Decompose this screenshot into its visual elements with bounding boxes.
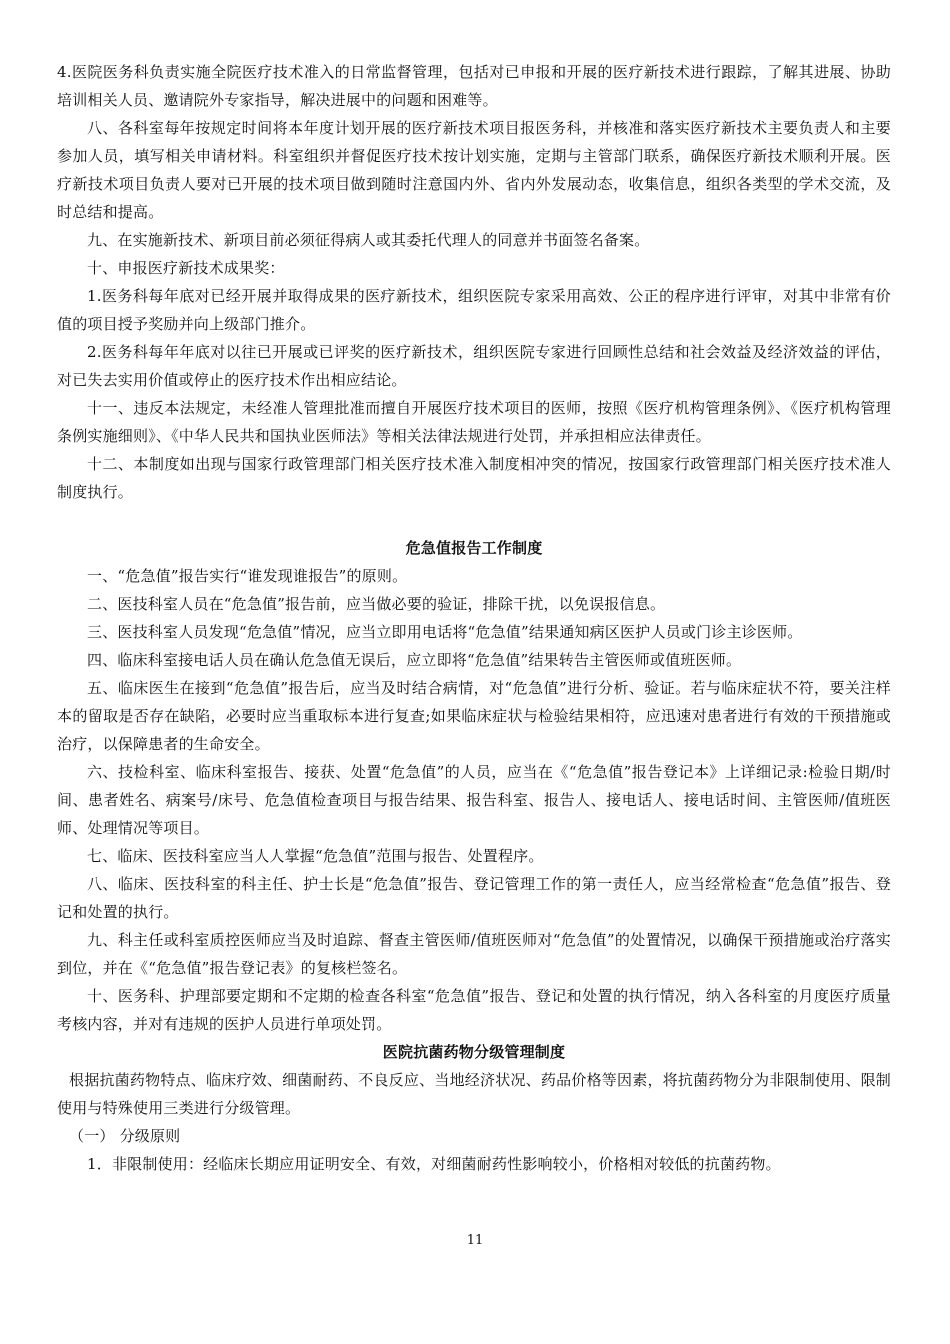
paragraph: 根据抗菌药物特点、临床疗效、细菌耐药、不良反应、当地经济状况、药品价格等因素，将抗菌药物分为非限制使用、限制使用与特殊使用三类进行分级管理。 [57,1071,891,1117]
list-item: 1．非限制使用：经临床长期应用证明安全、有效，对细菌耐药性影响较小，价格相对较低的抗菌药物。 [87,1155,781,1173]
list-item: 一、“危急值”报告实行“谁发现谁报告”的原则。 [87,567,408,585]
list-item: 三、医技科室人员发现“危急值”情况，应当立即用电话将“危急值”结果通知病区医护人员或门诊主诊医师。 [87,623,803,641]
list-item: 九、科主任或科室质控医师应当及时追踪、督查主管医师/值班医师对“危急值”的处置情况，以确保干预措施或治疗落实到位，并在《“危急值”报告登记表》的复核栏签名。 [57,931,891,977]
list-item: 四、临床科室接电话人员在确认危急值无误后，应立即将“危急值”结果转告主管医师或值班医师。 [87,651,742,669]
spacer [57,506,891,534]
document-page [57,58,891,1178]
paragraph: 1.医务科每年底对已经开展并取得成果的医疗新技术，组织医院专家采用高效、公正的程序进行评审，对其中非常有价值的项目授予奖励并向上级部门推介。 [57,287,891,333]
list-item: 五、临床医生在接到“危急值”报告后，应当及时结合病情，对“危急值”进行分析、验证。若与临床症状不符，要关注样本的留取是否存在缺陷，必要时应当重取标本进行复查;如果临床症状与检验结果相符，应迅速对患者进行有效的干预措施或治疗，以保障患者的生命安全。 [57,679,891,753]
list-item: 七、临床、医技科室应当人人掌握“危急值”范围与报告、处置程序。 [87,847,544,865]
paragraph: 九、在实施新技术、新项目前必须征得病人或其委托代理人的同意并书面签名备案。 [87,231,650,249]
paragraph: 八、各科室每年按规定时间将本年度计划开展的医疗新技术项目报医务科，并核准和落实医疗新技术主要负责人和主要参加人员，填写相关申请材料。科室组织并督促医疗技术按计划实施，定期与主管部门联系，确保医疗新技术顺利开展。医疗新技术项目负责人要对已开展的技术项目做到随时注意国内外、省内外发展动态，收集信息，组织各类型的学术交流，及时总结和提高。 [57,119,891,221]
subheading: （一） 分级原则 [69,1127,181,1145]
section-title: 医院抗菌药物分级管理制度 [382,1043,566,1061]
page-number: 11 [466,1233,484,1248]
section-title: 危急值报告工作制度 [405,539,543,557]
list-item: 二、医技科室人员在“危急值”报告前，应当做必要的验证，排除干扰，以免误报信息。 [87,595,666,613]
paragraph: 2.医务科每年年底对以往已开展或已评奖的医疗新技术，组织医院专家进行回顾性总结和社会效益及经济效益的评估，对已失去实用价值或停止的医疗技术作出相应结论。 [57,343,891,389]
paragraph: 十二、本制度如出现与国家行政管理部门相关医疗技术准入制度相冲突的情况，按国家行政管理部门相关医疗技术准人制度执行。 [57,455,891,501]
list-item: 十、医务科、护理部要定期和不定期的检查各科室“危急值”报告、登记和处置的执行情况，纳入各科室的月度医疗质量考核内容，并对有违规的医护人员进行单项处罚。 [57,987,891,1033]
list-item: 八、临床、医技科室的科主任、护士长是“危急值”报告、登记管理工作的第一责任人，应当经常检查“危急值”报告、登记和处置的执行。 [57,875,891,921]
paragraph: 4.医院医务科负责实施全院医疗技术准入的日常监督管理，包括对已申报和开展的医疗新技术进行跟踪，了解其进展、协助培训相关人员、邀请院外专家指导，解决进展中的问题和困难等。 [57,63,891,109]
list-item: 六、技检科室、临床科室报告、接获、处置“危急值”的人员，应当在《“危急值”报告登记本》上详细记录:检验日期/时间、患者姓名、病案号/床号、危急值检查项目与报告结果、报告科室、报告人、接电话人、接电话时间、主管医师/值班医师、处理情况等项目。 [57,763,891,837]
paragraph: 十、申报医疗新技术成果奖： [87,259,285,277]
paragraph: 十一、违反本法规定，未经准人管理批准而擅自开展医疗技术项目的医师，按照《医疗机构管理条例》、《医疗机构管理条例实施细则》、《中华人民共和国执业医师法》等相关法律法规进行处罚，并承担相应法律责任。 [57,399,891,445]
